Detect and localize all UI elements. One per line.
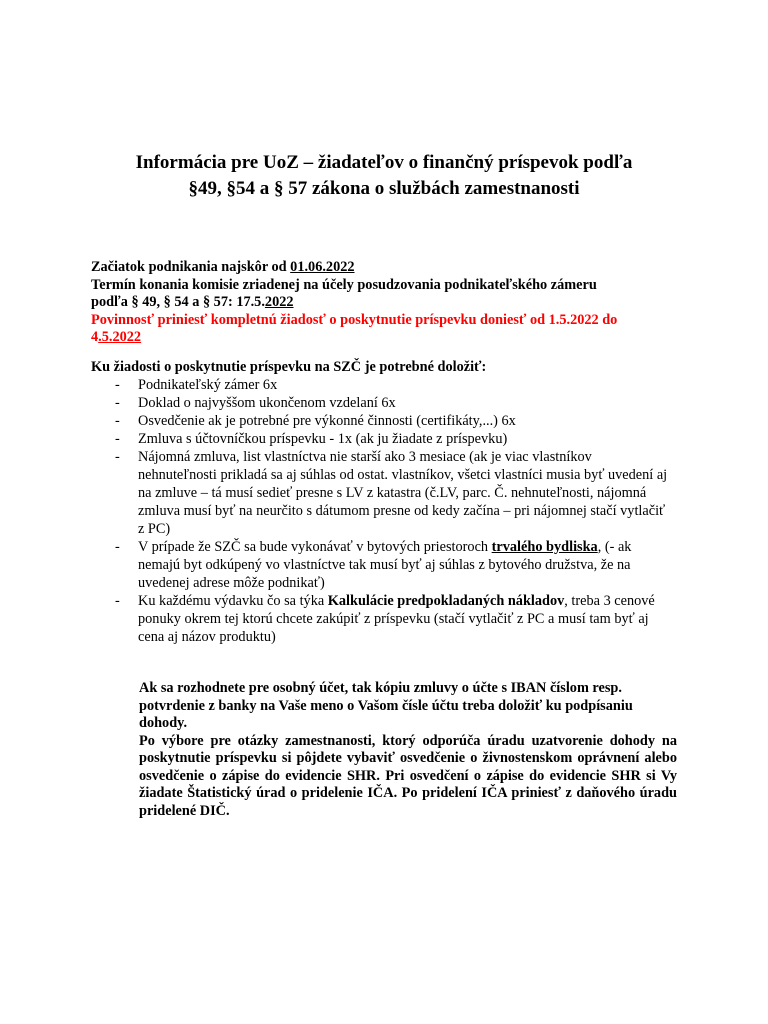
- start-date-line: [91, 259, 691, 277]
- list-item-text-pre: Ku každému výdavku čo sa týka: [138, 593, 328, 609]
- intro-block: [91, 259, 691, 347]
- obligation-date-underlined: .5.2022: [98, 329, 142, 345]
- document-title: [0, 150, 768, 202]
- list-item: [91, 412, 671, 430]
- list-dash: -: [115, 395, 120, 411]
- commission-line-2: [91, 294, 691, 312]
- list-dash: -: [115, 431, 120, 447]
- obligation-line-1: Povinnosť priniesť kompletnú žiadosť o poskytnutie príspevku doniesť od 1.5.2022 do: [91, 311, 618, 328]
- obligation-date-pre: 4: [91, 329, 99, 345]
- list-item-text-bold: trvalého bydliska: [491, 539, 598, 555]
- list-dash: -: [115, 449, 120, 465]
- list-item-text: Nájomná zmluva, list vlastníctva nie starší ako 3 mesiace (ak je viac vlastníkov nehnuteľnosti prikladá sa aj súhlas od ostat. vlastníkov, všetci vlastníci musia byť uvedení aj na zmluve – tá musí sedieť presne s LV z katastra (č.LV, parc. Č. nehnuteľnosti, nájomná zmluva musí byť na neurčito s dátumom presne od kedy začína – pri nájomnej stačí vytlačiť z PC): [138, 449, 668, 537]
- obligation-line-2: [91, 329, 691, 347]
- list-item-text-bold: Kalkulácie predpokladaných nákladov: [327, 593, 565, 609]
- account-note: Ak sa rozhodnete pre osobný účet, tak kópiu zmluvy o účte s IBAN číslom resp. potvrdenie z banky na Vaše meno o Vašom čísle účtu treba doložiť ku podpísaniu dohody.: [139, 680, 633, 731]
- list-dash: -: [115, 539, 120, 555]
- notes-block: [139, 680, 677, 820]
- committee-note: Po výbore pre otázky zamestnanosti, ktorý odporúča úradu uzatvorenie dohody na poskytnutie príspevku si pôjdete vybaviť osvedčenie o živnostenskom oprávnení alebo osvedčenie o zápise do evidencie SHR. Pri osvedčení o zápise do evidencie SHR si Vy žiadate Štatistický úrad o pridelenie IČA. Po pridelení IČA priniesť z daňového úradu pridelené DIČ.: [139, 732, 677, 819]
- list-item-text-pre: V prípade že SZČ sa bude vykonávať v bytových priestoroch: [138, 539, 492, 555]
- list-dash: -: [115, 593, 120, 609]
- list-dash: -: [115, 413, 120, 429]
- requirements-heading: Ku žiadosti o poskytnutie príspevku na SZČ je potrebné doložiť:: [91, 359, 487, 375]
- commission-date-label: podľa § 49, § 54 a § 57: 17.5.: [91, 294, 265, 310]
- list-item: [91, 430, 671, 448]
- list-item: [91, 394, 671, 412]
- start-date-label: Začiatok podnikania najskôr od: [91, 259, 291, 275]
- commission-date-tail: 2022: [264, 294, 294, 310]
- list-item: [91, 376, 671, 394]
- title-line-1: Informácia pre UoZ – žiadateľov o finančný príspevok podľa: [135, 152, 633, 173]
- list-item-text: Doklad o najvyššom ukončenom vzdelaní 6x: [138, 395, 396, 411]
- title-line-2: §49, §54 a § 57 zákona o službách zamestnanosti: [188, 178, 580, 199]
- list-item: [91, 538, 671, 592]
- list-item-text-post: , treba 3 cenové ponuky okrem tej ktorú chcete zakúpiť z príspevku (stačí vytlačiť z PC a musí tam byť aj cena aj názov produktu): [138, 593, 655, 645]
- list-item-text: Podnikateľský zámer 6x: [138, 377, 278, 393]
- list-item-text: Osvedčenie ak je potrebné pre výkonné činnosti (certifikáty,...) 6x: [138, 413, 516, 429]
- list-item-text-post: , (- ak nemajú byt odkúpený vo vlastníctve tak musí byť aj súhlas z bytového družstva, že na uvedenej adrese môže podnikať): [138, 539, 632, 591]
- requirements-list: [91, 376, 671, 646]
- list-item-text: Zmluva s účtovníčkou príspevku - 1x (ak ju žiadate z príspevku): [138, 431, 508, 447]
- commission-line-1: Termín konania komisie zriadenej na účely posudzovania podnikateľského zámeru: [91, 276, 597, 293]
- start-date-value: 01.06.2022: [290, 259, 355, 275]
- list-item: [91, 592, 671, 646]
- list-item: [91, 448, 671, 538]
- list-dash: -: [115, 377, 120, 393]
